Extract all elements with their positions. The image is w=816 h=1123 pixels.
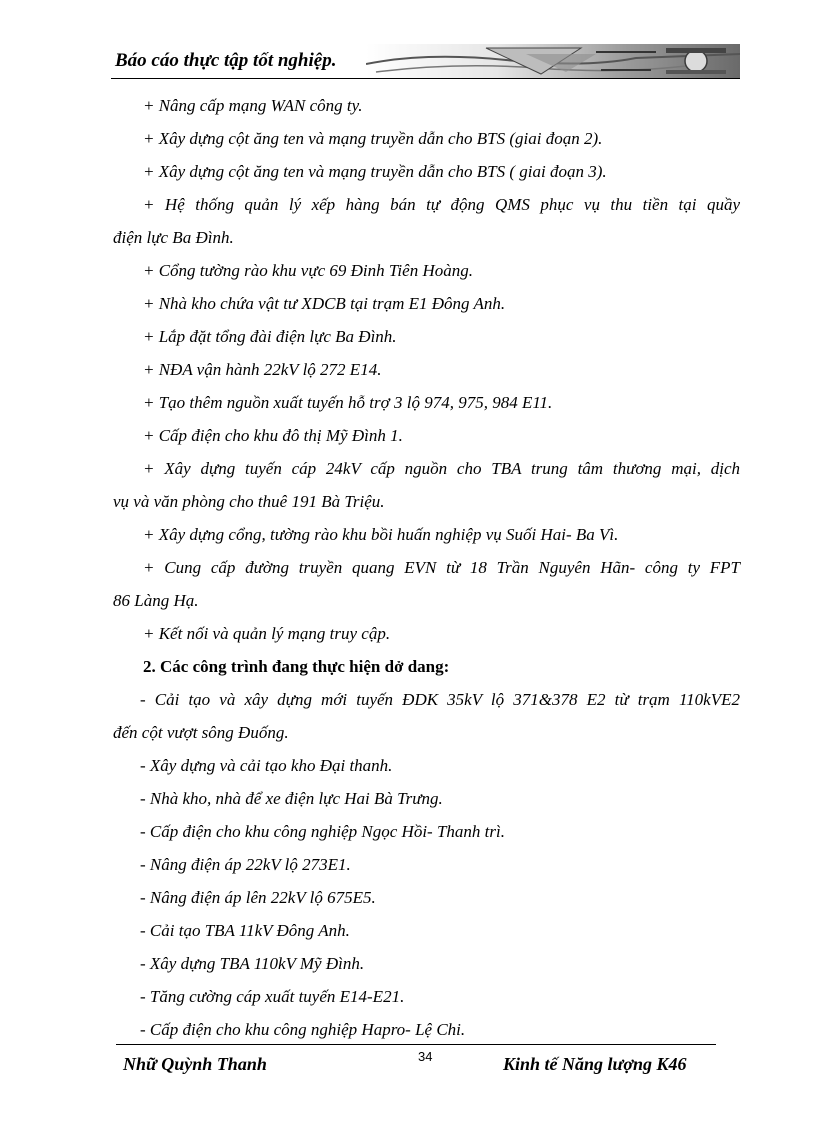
footer-author: Nhữ Quỳnh Thanh [123, 1054, 267, 1074]
header-banner-graphic [366, 44, 740, 78]
list-item: - Xây dựng TBA 110kV Mỹ Đình. [140, 954, 365, 973]
list-item: + Cấp điện cho khu đô thị Mỹ Đình 1. [143, 426, 403, 445]
list-item: + Kết nối và quản lý mạng truy cập. [143, 624, 391, 643]
footer-course: Kinh tế Năng lượng K46 [503, 1054, 687, 1074]
list-item: - Cấp điện cho khu công nghiệp Ngọc Hồi- Thanh trì. [140, 822, 505, 841]
list-item: - Nâng điện áp lên 22kV lộ 675E5. [140, 888, 376, 907]
list-item: + Cung cấp đường truyền quang EVN từ 18 Trần Nguyên Hãn- công ty FPT [143, 558, 740, 577]
list-item-continuation: 86 Làng Hạ. [113, 591, 199, 610]
list-item: - Nâng điện áp 22kV lộ 273E1. [140, 855, 351, 874]
footer-divider [116, 1044, 716, 1045]
list-item: + Cổng tường rào khu vực 69 Đinh Tiên Hoàng. [143, 261, 473, 280]
list-item: + Xây dựng cột ăng ten và mạng truyền dẫn cho BTS ( giai đoạn 3). [143, 162, 607, 181]
list-item: + Nâng cấp mạng WAN công ty. [143, 96, 363, 115]
list-item: + Xây dựng cột ăng ten và mạng truyền dẫn cho BTS (giai đoạn 2). [143, 129, 603, 148]
section-heading: 2. Các công trình đang thực hiện dở dang: [143, 657, 450, 676]
list-item: - Nhà kho, nhà để xe điện lực Hai Bà Trưng. [140, 789, 443, 808]
list-item: - Cải tạo TBA 11kV Đông Anh. [140, 921, 350, 940]
list-item: + Tạo thêm nguồn xuất tuyến hỗ trợ 3 lộ 974, 975, 984 E11. [143, 393, 553, 412]
list-item: + Lắp đặt tổng đài điện lực Ba Đình. [143, 327, 397, 346]
list-item: + NĐA vận hành 22kV lộ 272 E14. [143, 360, 382, 379]
list-item: + Hệ thống quản lý xếp hàng bán tự động QMS phục vụ thu tiền tại quầy [143, 195, 740, 214]
list-item: + Nhà kho chứa vật tư XDCB tại trạm E1 Đông Anh. [143, 294, 506, 313]
page-number: 34 [418, 1049, 433, 1064]
list-item-continuation: điện lực Ba Đình. [113, 228, 234, 247]
list-item-continuation: đến cột vượt sông Đuống. [113, 723, 289, 742]
list-item: + Xây dựng tuyến cáp 24kV cấp nguồn cho TBA trung tâm thương mại, dịch [143, 459, 740, 478]
list-item: - Cấp điện cho khu công nghiệp Hapro- Lệ Chi. [140, 1020, 466, 1039]
list-item: + Xây dựng cổng, tường rào khu bồi huấn nghiệp vụ Suối Hai- Ba Vì. [143, 525, 619, 544]
list-item-continuation: vụ và văn phòng cho thuê 191 Bà Triệu. [113, 492, 385, 511]
list-item: - Cải tạo và xây dựng mới tuyến ĐDK 35kV lộ 371&378 E2 từ trạm 110kVE2 [140, 690, 740, 709]
list-item: - Tăng cường cáp xuất tuyến E14-E21. [140, 987, 405, 1006]
header-title: Báo cáo thực tập tốt nghiệp. [115, 50, 337, 71]
page-header [111, 44, 740, 79]
list-item: - Xây dựng và cải tạo kho Đại thanh. [140, 756, 393, 775]
